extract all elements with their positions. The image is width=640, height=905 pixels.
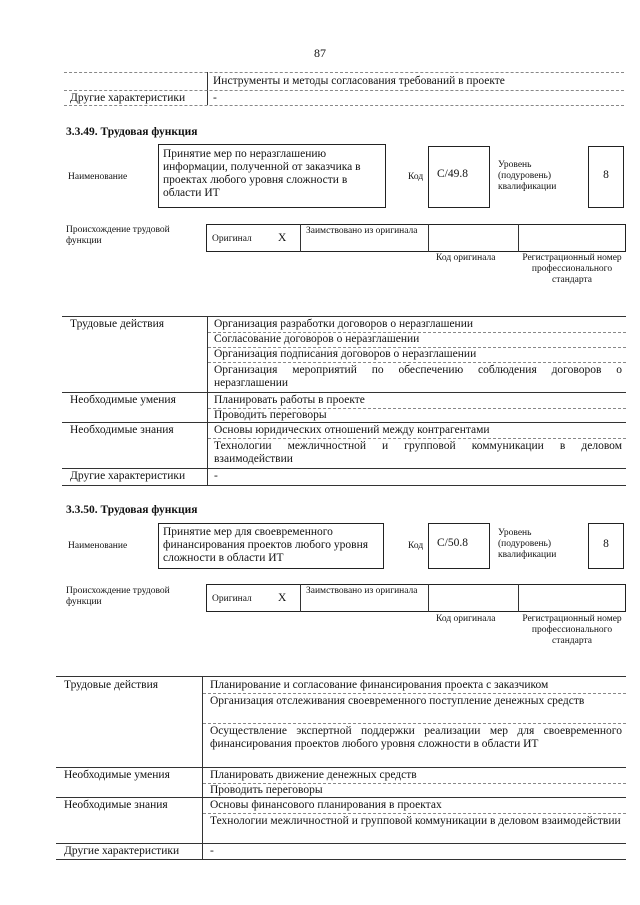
action-item: Осуществление экспертной поддержки реализации мер для своевременного финансирования проектов любого уровня сложности в области ИТ [210, 725, 622, 750]
borrowed-label: Заимствовано из оригинала [306, 586, 418, 596]
skill-item: Планировать движение денежных средств [210, 769, 417, 781]
code-original-label: Код оригинала [436, 253, 496, 263]
name-label: Наименование [68, 541, 128, 551]
code-value: C/50.8 [428, 523, 490, 569]
origin-label: Происхождение трудовой функции [66, 225, 170, 246]
column-divider [207, 316, 208, 485]
row-divider [208, 362, 626, 363]
level-value: 8 [588, 146, 624, 208]
original-label: Оригинал [212, 234, 252, 244]
other-value: - [210, 845, 214, 857]
other-label: Другие характеристики [70, 92, 186, 104]
level-label: Уровень (подуровень) квалификации [498, 160, 557, 192]
skills-label: Необходимые умения [70, 394, 176, 406]
name-label: Наименование [68, 172, 128, 182]
section-title: 3.3.49. Трудовая функция [66, 126, 198, 138]
row-divider [62, 485, 626, 486]
actions-label: Трудовые действия [64, 679, 159, 691]
knowledge-item: Технологии межличностной и групповой коммуникации в деловом взаимодействии [214, 440, 622, 465]
row-divider [56, 797, 626, 798]
row-divider [64, 105, 624, 106]
row-divider [203, 813, 626, 814]
row-divider [62, 468, 626, 469]
name-value: Принятие мер для своевременного финансирования проектов любого уровня сложности в области ИТ [158, 523, 384, 569]
registration-number-label: Регистрационный номер профессионального стандарта [522, 614, 622, 646]
page-number: 87 [314, 46, 326, 60]
column-divider [428, 224, 429, 252]
code-value: C/49.8 [428, 146, 490, 208]
other-label: Другие характеристики [64, 845, 180, 857]
other-value: - [213, 92, 217, 104]
borrowed-label: Заимствовано из оригинала [306, 226, 418, 236]
row-divider [64, 90, 624, 91]
other-value: - [214, 470, 218, 482]
registration-number-label: Регистрационный номер профессионального стандарта [522, 253, 622, 285]
other-label: Другие характеристики [70, 470, 186, 482]
skill-item: Проводить переговоры [214, 409, 327, 421]
column-divider [518, 224, 519, 252]
knowledge-item: Основы финансового планирования в проектах [210, 799, 442, 811]
column-divider [300, 224, 301, 252]
level-label: Уровень (подуровень) квалификации [498, 528, 557, 560]
action-item: Организация мероприятий по обеспечению соблюдения договоров о неразглашении [214, 364, 622, 389]
row-divider [62, 422, 626, 423]
code-label: Код [408, 541, 424, 551]
row-divider [208, 438, 626, 439]
row-divider [62, 392, 626, 393]
original-mark: X [278, 232, 287, 244]
row-divider [56, 843, 626, 844]
row-divider [203, 693, 626, 694]
actions-label: Трудовые действия [70, 318, 165, 330]
column-divider [207, 72, 208, 105]
original-label: Оригинал [212, 594, 252, 604]
knowledge-label: Необходимые знания [70, 424, 174, 436]
action-item: Согласование договоров о неразглашении [214, 333, 420, 345]
action-item: Организация отслеживания своевременного поступление денежных средств [210, 695, 585, 707]
tools-item: Инструменты и методы согласования требований в проекте [213, 75, 505, 87]
row-divider [203, 723, 626, 724]
level-value: 8 [588, 523, 624, 569]
skill-item: Проводить переговоры [210, 784, 323, 796]
code-original-label: Код оригинала [436, 614, 496, 624]
skills-label: Необходимые умения [64, 769, 170, 781]
name-value: Принятие мер по неразглашению информации, полученной от заказчика в проектах любого уровня сложности в области ИТ [158, 144, 386, 208]
row-divider [62, 316, 626, 317]
action-item: Организация подписания договоров о неразглашении [214, 348, 477, 360]
action-item: Планирование и согласование финансирования проекта с заказчиком [210, 679, 549, 691]
row-divider [64, 72, 624, 73]
row-divider [56, 859, 626, 860]
section-title: 3.3.50. Трудовая функция [66, 504, 198, 516]
column-divider [518, 584, 519, 612]
skill-item: Планировать работы в проекте [214, 394, 365, 406]
original-mark: X [278, 592, 287, 604]
row-divider [56, 676, 626, 677]
knowledge-label: Необходимые знания [64, 799, 168, 811]
column-divider [428, 584, 429, 612]
origin-label: Происхождение трудовой функции [66, 586, 170, 607]
action-item: Организация разработки договоров о неразглашении [214, 318, 474, 330]
knowledge-item: Основы юридических отношений между контрагентами [214, 424, 490, 436]
code-label: Код [408, 172, 424, 182]
column-divider [300, 584, 301, 612]
row-divider [56, 767, 626, 768]
knowledge-item: Технологии межличностной и групповой коммуникации в деловом взаимодействии [210, 815, 621, 827]
